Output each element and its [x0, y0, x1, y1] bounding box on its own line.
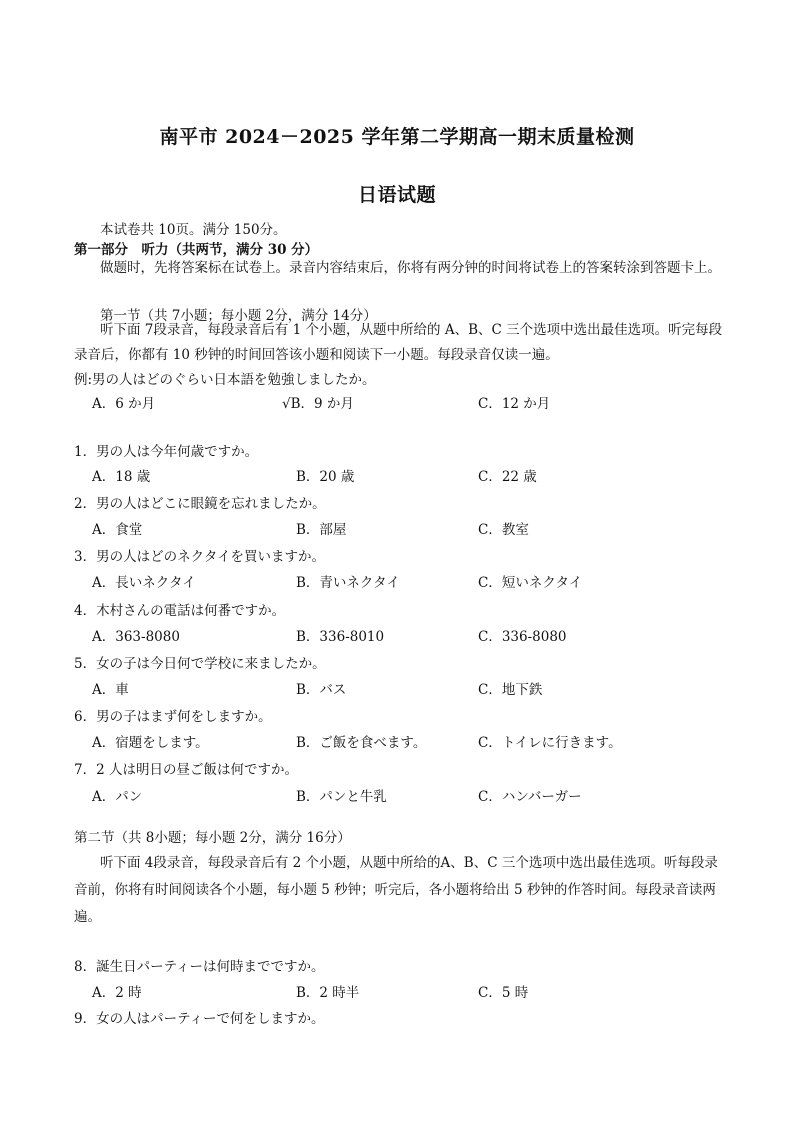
q1-option-b: B．20 歳 — [296, 469, 355, 485]
example-question: 例:男の人はどのぐらい日本語を勉強しましたか。 — [74, 372, 376, 388]
q2-option-b: B．部屋 — [296, 522, 347, 538]
example-option-c: C．12 か月 — [478, 396, 551, 412]
q3-option-c: C．短いネクタイ — [478, 575, 583, 591]
q7-option-b: B．パンと牛乳 — [296, 789, 387, 805]
exam-title: 南平市 2024－2025 学年第二学期高一期末质量检测 — [159, 126, 635, 148]
q8-option-b: B．2 時半 — [296, 985, 360, 1001]
q3-option-a: A．長いネクタイ — [92, 575, 196, 591]
question-6: 6．男の子はまず何をしますか。 — [74, 709, 272, 725]
q1-option-a: A．18 歳 — [92, 469, 151, 485]
question-9: 9．女の人はパーティーで何をしますか。 — [74, 1011, 325, 1027]
question-7: 7．2 人は明日の昼ご飯は何ですか。 — [74, 762, 298, 778]
q8-option-a: A．2 時 — [92, 985, 142, 1001]
section1-instruction: 听下面 7段录音，每段录音后有 1 个小题，从题中所给的 A、B、C 三个选项中选出最佳选项。听完每段录音后，你都有 10 秒钟的时间回答该小题和阅读下一小题。每段录音仅读一遍。 — [74, 322, 723, 363]
q7-option-c: C．ハンバーガー — [478, 789, 582, 805]
q5-option-a: A．車 — [92, 682, 129, 698]
q5-option-b: B．バス — [296, 682, 347, 698]
question-8: 8．誕生日パーティーは何時までですか。 — [74, 959, 325, 975]
q4-option-b: B．336-8010 — [296, 629, 385, 645]
section2-instruction: 听下面 4段录音，每段录音后有 2 个小题，从题中所给的A、B、C 三个选项中选出最佳选项。听每段录音前，你将有时间阅读各个小题，每小题 5 秒钟；听完后，各小题将给出 5 秒钟的作答时间。每段录音读两遍。 — [74, 855, 718, 925]
q6-option-b: B．ご飯を食べます。 — [296, 735, 427, 751]
part1-heading: 第一部分 听力（共两节，满分 30 分） — [74, 242, 319, 258]
q2-option-a: A．食堂 — [92, 522, 143, 538]
section1-heading: 第一节（共 7小题；每小题 2分，满分 14分） — [100, 308, 377, 324]
question-4: 4．木村さんの電話は何番ですか。 — [74, 603, 286, 619]
q3-option-b: B．青いネクタイ — [296, 575, 400, 591]
q8-option-c: C．5 時 — [478, 985, 529, 1001]
question-3: 3．男の人はどのネクタイを買いますか。 — [74, 549, 326, 565]
q6-option-a: A．宿題をします。 — [92, 735, 209, 751]
section2-heading: 第二节（共 8小题；每小题 2分，满分 16分） — [74, 830, 351, 846]
q1-option-c: C．22 歳 — [478, 469, 537, 485]
question-2: 2．男の人はどこに眼鏡を忘れましたか。 — [74, 496, 326, 512]
q6-option-c: C．トイレに行きます。 — [478, 735, 622, 751]
example-option-b: √B．9 か月 — [282, 396, 354, 412]
q4-option-a: A．363-8080 — [92, 629, 180, 645]
exam-subtitle: 日语试题 — [357, 184, 436, 206]
q4-option-c: C．336-8080 — [478, 629, 567, 645]
q5-option-c: C．地下鉄 — [478, 682, 543, 698]
question-1: 1．男の人は今年何歳ですか。 — [74, 444, 259, 460]
q2-option-c: C．教室 — [478, 522, 529, 538]
example-option-a: A．6 か月 — [92, 396, 156, 412]
question-5: 5．女の子は今日何で学校に来ましたか。 — [74, 656, 326, 672]
part1-instruction: 做题时，先将答案标在试卷上。录音内容结束后，你将有两分钟的时间将试卷上的答案转涂到答题卡上。 — [100, 260, 721, 276]
intro-text: 本试卷共 10页。满分 150分。 — [100, 222, 287, 238]
q7-option-a: A．パン — [92, 789, 143, 805]
